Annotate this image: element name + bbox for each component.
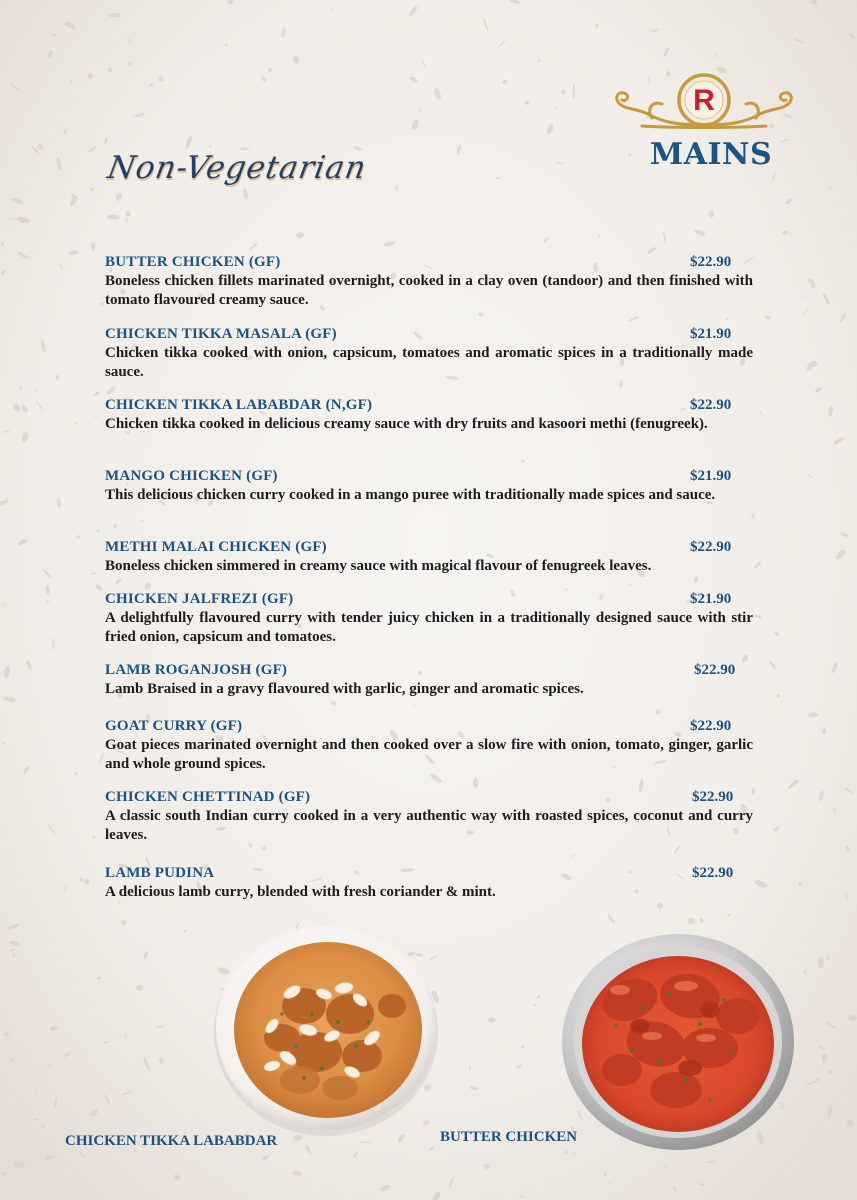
photo-caption: BUTTER CHICKEN	[440, 1129, 578, 1145]
item-name: CHICKEN TIKKA LABABDAR (N,GF)	[105, 397, 373, 413]
restaurant-logo	[612, 66, 796, 132]
item-description: A classic south Indian curry cooked in a very authentic way with roasted spices, coconut and curry leaves.	[105, 808, 753, 843]
item-price: $21.90	[690, 468, 732, 484]
item-name: METHI MALAI CHICKEN (GF)	[105, 539, 327, 555]
butter-chicken-photo	[560, 930, 796, 1152]
item-name: BUTTER CHICKEN (GF)	[105, 254, 281, 270]
item-price: $22.90	[690, 397, 732, 413]
menu-item	[105, 788, 753, 845]
item-price: $22.90	[692, 865, 734, 881]
item-price: $22.90	[690, 254, 732, 270]
menu-item	[105, 661, 753, 699]
menu-item	[105, 590, 753, 647]
item-description: Boneless chicken fillets marinated overnight, cooked in a clay oven (tandoor) and then finished with tomato flavoured creamy sauce.	[105, 273, 753, 308]
menu-item	[105, 396, 753, 434]
item-description: Boneless chicken simmered in creamy sauce with magical flavour of fenugreek leaves.	[105, 558, 652, 574]
item-name: LAMB PUDINA	[105, 865, 215, 881]
item-name: CHICKEN CHETTINAD (GF)	[105, 789, 311, 805]
logo-letter: R	[693, 84, 715, 117]
item-price: $22.90	[690, 718, 732, 734]
menu-item	[105, 717, 753, 774]
item-description: Chicken tikka cooked with onion, capsicum, tomatoes and aromatic spices in a traditionally made sauce.	[105, 345, 753, 380]
menu-item	[105, 253, 753, 310]
item-description: Lamb Braised in a gravy flavoured with garlic, ginger and aromatic spices.	[105, 681, 584, 697]
item-price: $21.90	[690, 326, 732, 342]
menu-item	[105, 467, 753, 505]
item-price: $21.90	[690, 591, 732, 607]
page-title: MAINS	[650, 137, 773, 172]
item-name: CHICKEN TIKKA MASALA (GF)	[105, 326, 337, 342]
paper-speckle	[822, 1053, 827, 1063]
photo-caption: CHICKEN TIKKA LABABDAR	[65, 1133, 278, 1149]
paper-speckle	[107, 215, 120, 220]
item-description: Chicken tikka cooked in delicious creamy sauce with dry fruits and kasoori methi (fenugreek).	[105, 416, 708, 432]
item-description: A delightfully flavoured curry with tender juicy chicken in a traditionally designed sauce with stir fried onion, capsicum and tomatoes.	[105, 610, 753, 645]
chicken-tikka-lababdar-photo	[212, 918, 440, 1138]
menu-item	[105, 864, 753, 902]
item-price: $22.90	[690, 539, 732, 555]
item-description: This delicious chicken curry cooked in a mango puree with traditionally made spices and sauce.	[105, 487, 716, 503]
item-price: $22.90	[692, 789, 734, 805]
menu-item	[105, 325, 753, 382]
item-name: MANGO CHICKEN (GF)	[105, 468, 278, 484]
item-name: CHICKEN JALFREZI (GF)	[105, 591, 294, 607]
item-description: A delicious lamb curry, blended with fresh coriander & mint.	[105, 884, 496, 900]
menu-item	[105, 538, 753, 576]
paper-speckle	[473, 777, 478, 788]
section-title: Non-Vegetarian	[104, 150, 370, 186]
item-description: Goat pieces marinated overnight and then cooked over a slow fire with onion, tomato, ginger, garlic and whole ground spices.	[105, 737, 753, 772]
item-name: LAMB ROGANJOSH (GF)	[105, 662, 288, 678]
item-price: $22.90	[694, 662, 736, 678]
paper-speckle	[96, 977, 100, 980]
item-name: GOAT CURRY (GF)	[105, 718, 243, 734]
